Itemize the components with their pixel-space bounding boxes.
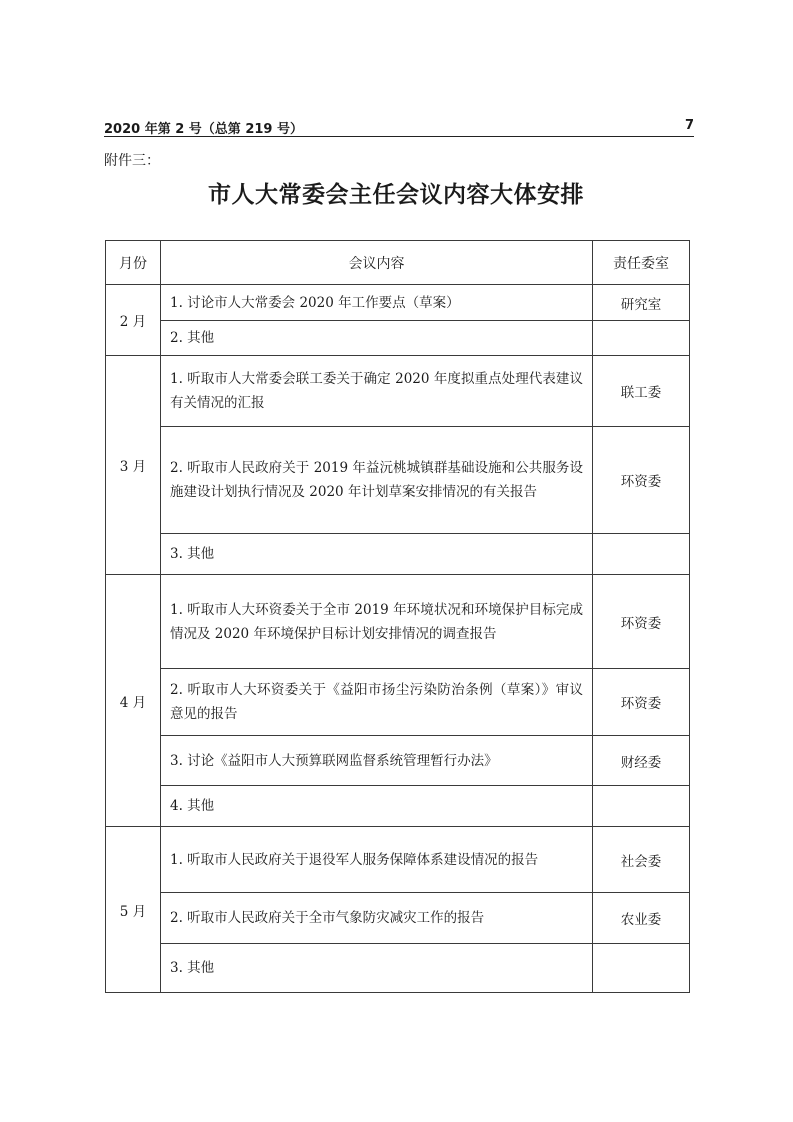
table-row <box>106 786 690 827</box>
meeting-content: 2. 听取市人大环资委关于《益阳市扬尘污染防治条例（草案）》审议意见的报告 <box>161 669 593 736</box>
table-row <box>106 356 690 427</box>
table-header-row <box>106 241 690 285</box>
issue-number: 2020 年第 2 号（总第 219 号） <box>104 122 303 137</box>
responsible-office: 环资委 <box>593 575 690 669</box>
column-header-content: 会议内容 <box>161 241 593 285</box>
meeting-content: 2. 其他 <box>161 321 593 356</box>
responsible-office <box>593 321 690 356</box>
table-row <box>106 575 690 669</box>
responsible-office: 环资委 <box>593 669 690 736</box>
responsible-office: 环资委 <box>593 427 690 534</box>
page-header <box>104 116 694 136</box>
meeting-content: 3. 其他 <box>161 944 593 993</box>
responsible-office <box>593 944 690 993</box>
meeting-content: 1. 听取市人民政府关于退役军人服务保障体系建设情况的报告 <box>161 827 593 893</box>
table-row <box>106 427 690 534</box>
responsible-office: 农业委 <box>593 893 690 944</box>
meeting-content: 1. 听取市人大环资委关于全市 2019 年环境状况和环境保护目标完成情况及 2020 年环境保护目标计划安排情况的调查报告 <box>161 575 593 669</box>
document-title: 市人大常委会主任会议内容大体安排 <box>208 181 584 208</box>
attachment-label: 附件三： <box>104 153 160 169</box>
schedule-table <box>105 240 690 993</box>
table-row <box>106 669 690 736</box>
responsible-office: 研究室 <box>593 285 690 321</box>
column-header-month: 月份 <box>106 241 161 285</box>
header-divider <box>104 136 694 137</box>
responsible-office <box>593 534 690 575</box>
table-row <box>106 944 690 993</box>
table-row <box>106 285 690 321</box>
month-cell: 5 月 <box>106 827 161 993</box>
meeting-content: 1. 讨论市人大常委会 2020 年工作要点（草案） <box>161 285 593 321</box>
table-row <box>106 827 690 893</box>
month-cell: 2 月 <box>106 285 161 356</box>
meeting-content: 2. 听取市人民政府关于 2019 年益沅桃城镇群基础设施和公共服务设施建设计划执行情况及 2020 年计划草案安排情况的有关报告 <box>161 427 593 534</box>
meeting-content: 3. 讨论《益阳市人大预算联网监督系统管理暂行办法》 <box>161 736 593 786</box>
meeting-content: 3. 其他 <box>161 534 593 575</box>
table-row <box>106 321 690 356</box>
responsible-office: 社会委 <box>593 827 690 893</box>
meeting-content: 2. 听取市人民政府关于全市气象防灾减灾工作的报告 <box>161 893 593 944</box>
responsible-office <box>593 786 690 827</box>
meeting-content: 4. 其他 <box>161 786 593 827</box>
month-cell: 3 月 <box>106 356 161 575</box>
table-row <box>106 893 690 944</box>
responsible-office: 联工委 <box>593 356 690 427</box>
page-number: 7 <box>684 118 694 133</box>
table-row <box>106 534 690 575</box>
table-row <box>106 736 690 786</box>
month-cell: 4 月 <box>106 575 161 827</box>
column-header-office: 责任委室 <box>593 241 690 285</box>
responsible-office: 财经委 <box>593 736 690 786</box>
meeting-content: 1. 听取市人大常委会联工委关于确定 2020 年度拟重点处理代表建议有关情况的汇报 <box>161 356 593 427</box>
